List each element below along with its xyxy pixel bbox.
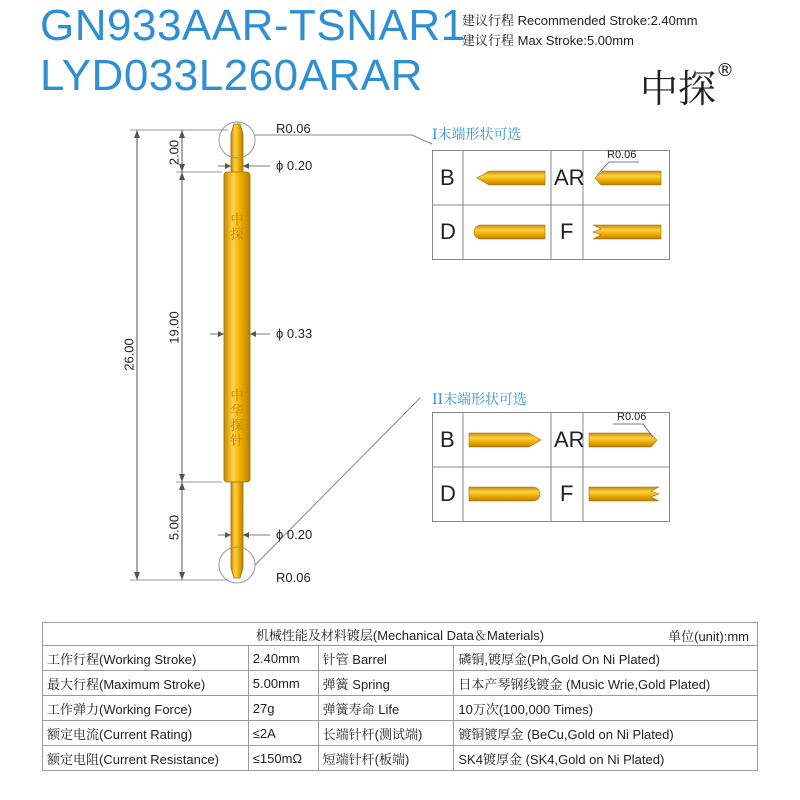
- lower-length-label: 5.00: [166, 514, 182, 541]
- table-cell: SK4镀厚金 (SK4,Gold on Ni Plated): [454, 746, 758, 771]
- tip-II-label-B: B: [440, 427, 455, 452]
- total-length-label: 26.00: [121, 338, 137, 371]
- table-cell: 短端针杆(板端): [318, 746, 454, 771]
- brand-name: 中探: [640, 67, 717, 111]
- tip-options-II-panel: [432, 412, 670, 522]
- tip-I-label-F: F: [560, 219, 574, 244]
- upper-length-label: 2.00: [166, 139, 182, 166]
- top-plunger: [231, 124, 243, 172]
- tip-II-F-shape: [589, 487, 659, 501]
- model-number-2: LYD033L260ARAR: [40, 51, 423, 100]
- tip-options-I-title: I末端形状可选: [432, 127, 522, 143]
- tip-options-II-title: II末端形状可选: [432, 392, 528, 408]
- table-cell: 最大行程(Maximum Stroke): [43, 671, 249, 696]
- tip-I-AR-radius: R0.06: [607, 149, 637, 161]
- tip-I-label-D: D: [440, 219, 456, 244]
- table-cell: 长端针杆(测试端): [318, 721, 454, 746]
- bottom-radius-label: R0.06: [276, 570, 311, 585]
- leader-line-top-2: [412, 135, 432, 144]
- unit-label: 单位(unit):mm: [668, 629, 749, 644]
- barrel-mark-top: 中探: [230, 212, 244, 242]
- tip-II-D-shape: [469, 487, 540, 501]
- table-cell: 磷铜,镀厚金(Ph,Gold On Ni Plated): [454, 646, 758, 671]
- tip-I-D-shape: [474, 225, 545, 239]
- table-cell: 针管 Barrel: [318, 646, 454, 671]
- table-cell: 镀铜镀厚金 (BeCu,Gold on Ni Plated): [454, 721, 758, 746]
- tip-II-label-AR: AR: [554, 427, 585, 452]
- table-row: [43, 721, 758, 746]
- recommended-stroke: 建议行程 Recommended Stroke:2.40mm: [462, 13, 698, 28]
- tip-I-AR-shape: [595, 171, 661, 185]
- tip-II-B-shape: [469, 433, 541, 447]
- mid-diameter-label: ϕ 0.33: [276, 326, 313, 341]
- tip-II-label-F: F: [560, 481, 574, 506]
- table-cell: 10万次(100,000 Times): [454, 696, 758, 721]
- table-row: [43, 746, 758, 771]
- top-diameter-label: ϕ 0.20: [276, 158, 313, 173]
- barrel-mark-bottom: 中华探针: [230, 388, 244, 448]
- tip-II-AR-radius: R0.06: [617, 411, 647, 423]
- table-cell: 日本产琴钢线镀金 (Music Wrie,Gold Plated): [454, 671, 758, 696]
- table-cell: 额定电流(Current Rating): [43, 721, 249, 746]
- tip-I-label-AR: AR: [554, 165, 585, 190]
- mid-length-label: 19.00: [166, 311, 182, 344]
- table-row: [43, 646, 758, 671]
- materials-table: [42, 622, 758, 771]
- tip-options-I-panel: [432, 150, 670, 260]
- table-cell: ≤2A: [248, 721, 318, 746]
- table-cell: 工作弹力(Working Force): [43, 696, 249, 721]
- top-radius-label: R0.06: [276, 121, 311, 136]
- table-cell: 弹簧寿命 Life: [318, 696, 454, 721]
- table-row: [43, 671, 758, 696]
- table-row: [43, 696, 758, 721]
- table-cell: 弹簧 Spring: [318, 671, 454, 696]
- materials-table-title: 机械性能及材料镀层(Mechanical Data＆Materials): [255, 627, 545, 643]
- tip-II-label-D: D: [440, 481, 456, 506]
- tip-I-F-shape: [593, 225, 661, 239]
- tip-I-B-shape: [477, 171, 545, 185]
- registered-mark: ®: [716, 60, 735, 81]
- table-cell: 2.40mm: [248, 646, 318, 671]
- table-cell: 5.00mm: [248, 671, 318, 696]
- materials-table-header: [43, 623, 758, 646]
- bottom-plunger: [231, 482, 243, 578]
- tip-II-AR-shape: [589, 433, 657, 447]
- table-cell: ≤150mΩ: [248, 746, 318, 771]
- bottom-diameter-label: ϕ 0.20: [276, 527, 313, 542]
- table-cell: 额定电阻(Current Resistance): [43, 746, 249, 771]
- table-cell: 27g: [248, 696, 318, 721]
- model-number-1: GN933AAR-TSNAR1: [40, 1, 466, 50]
- materials-table-title-cell: [43, 623, 758, 646]
- table-cell: 工作行程(Working Stroke): [43, 646, 249, 671]
- max-stroke: 建议行程 Max Stroke:5.00mm: [462, 33, 634, 48]
- tip-I-label-B: B: [440, 165, 455, 190]
